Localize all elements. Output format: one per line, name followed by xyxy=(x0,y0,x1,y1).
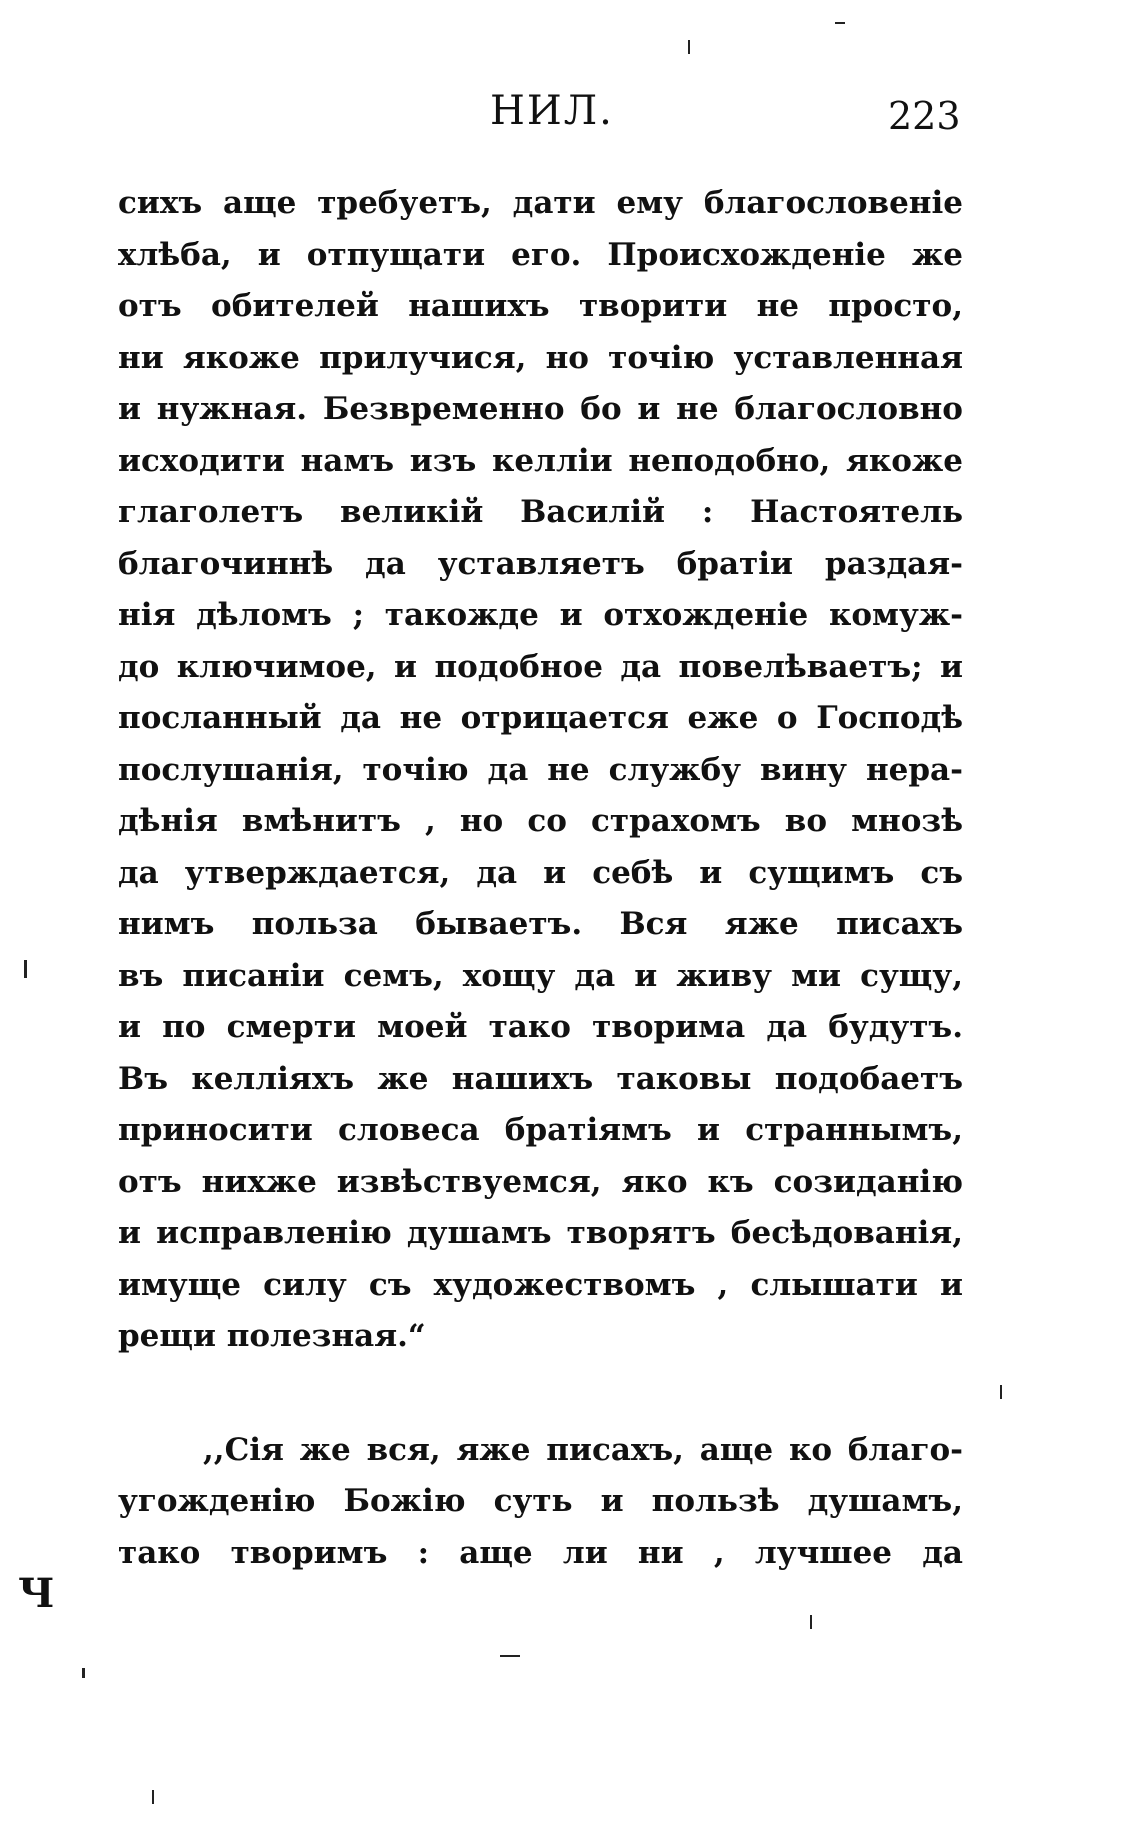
text-line: и по смерти моей тако творима да будутъ. xyxy=(118,1009,963,1045)
text-line: хлѣба, и отпущати его. Происхожденіе же xyxy=(118,236,963,273)
text-line: имуще силу съ художествомъ , слышати и xyxy=(118,1266,963,1303)
text-line: отъ нихже извѣствуемся, яко къ созиданію xyxy=(118,1163,963,1200)
page-number: 223 xyxy=(888,94,961,138)
paragraph-2 xyxy=(118,1425,963,1580)
text-line: исходити намъ изъ келліи неподобно, якоже xyxy=(118,442,963,479)
running-head xyxy=(0,80,1140,140)
text-line: Въ келліяхъ же нашихъ таковы подобаетъ xyxy=(118,1060,963,1097)
scan-speck xyxy=(835,22,845,24)
scan-speck xyxy=(688,40,690,54)
scan-speck xyxy=(1000,1385,1002,1399)
text-line: послушанія, точію да не службу вину нера- xyxy=(118,751,963,788)
text-line: сихъ аще требуетъ, дати ему благословеніе xyxy=(118,185,963,221)
running-title: НИЛ. xyxy=(490,88,614,134)
text-line: нимъ польза бываетъ. Вся яже писахъ xyxy=(118,906,963,942)
scan-speck xyxy=(152,1790,154,1804)
text-line: благочиннѣ да уставляетъ братіи раздая- xyxy=(118,545,963,582)
text-line: угожденію Божію суть и пользѣ душамъ, xyxy=(118,1483,963,1519)
text-line: до ключимое, и подобное да повелѣваетъ; и xyxy=(118,648,963,685)
text-line: глаголетъ великій Василій : Настоятель xyxy=(118,494,963,530)
scan-speck xyxy=(82,1668,85,1678)
text-line: тако творимъ : аще ли ни , лучшее да xyxy=(118,1534,963,1571)
text-line: отъ обителей нашихъ творити не просто, xyxy=(118,288,963,324)
text-line: въ писаніи семъ, хощу да и живу ми сущу, xyxy=(118,957,963,994)
text-line: приносити словеса братіямъ и страннымъ, xyxy=(118,1112,963,1148)
text-line: посланный да не отрицается еже о Господѣ xyxy=(118,700,963,736)
text-line: и нужная. Безвременно бо и не благословно xyxy=(118,391,963,427)
text-line: нія дѣломъ ; такожде и отхожденіе комуж- xyxy=(118,597,963,633)
text-line: да утверждается, да и себѣ и сущимъ съ xyxy=(118,854,963,891)
text-line: рещи полезная.“ xyxy=(118,1318,426,1354)
text-line: дѣнія вмѣнитъ , но со страхомъ во мнозѣ xyxy=(118,803,963,839)
scan-speck xyxy=(24,960,27,978)
text-block xyxy=(118,178,963,1579)
text-line: ,,Сія же вся, яже писахъ, аще ко благо- xyxy=(203,1431,963,1468)
paragraph-1 xyxy=(118,178,963,1363)
paragraph-gap xyxy=(118,1363,963,1425)
text-line: и исправленію душамъ творятъ бесѣдованія, xyxy=(118,1215,963,1251)
scan-speck xyxy=(500,1655,520,1657)
scan-speck xyxy=(810,1615,812,1629)
text-line: ни якоже прилучися, но точію уставленная xyxy=(118,339,963,376)
margin-mark: Ч xyxy=(18,1570,55,1617)
